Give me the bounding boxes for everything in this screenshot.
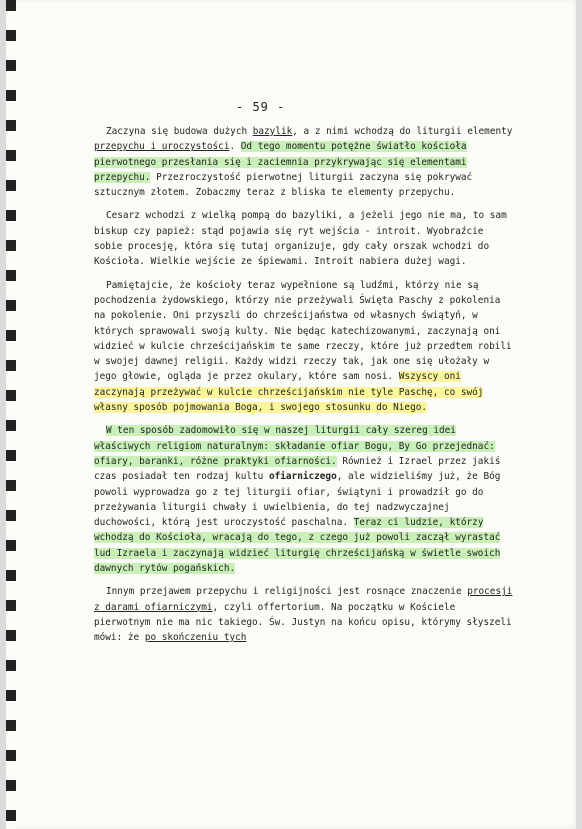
text-run: Innym przejawem przepychu i religijności jest rosnące znaczenie <box>106 586 468 598</box>
page-number: - 59 - <box>236 100 286 114</box>
body-text <box>94 124 514 654</box>
text-run: , ale widzieliśmy już, że Bóg powoli wyprowadza go z tej liturgii ofiar, świątyni i prowadził go do przeżywania liturgii chwały i uwielbienia, do tej nadzwyczajnej duchowości, którą jest uroczystość paschalna. <box>94 471 501 529</box>
text-run: . <box>229 141 241 153</box>
green-highlight: W ten sposób zadomowiło się w naszej liturgii cały szereg idei właściwych religiom naturalnym: składanie ofiar Bogu, By Go przejednać: ofiary, baranki, różne praktyki ofiarności. <box>94 425 495 467</box>
underlined-text: procesji z darami ofiarniczymi <box>94 586 513 613</box>
green-highlight: Od tego momentu potężne światło kościoła pierwotnego przesłania się i zaciemnia przykrywając się elementami przepychu. <box>94 141 467 183</box>
text-run: , czyli offertorium. Na początku w Kościele pierwotnym nie ma nic takiego. Św. Justyn na końcu opisu, którymy słyszeli mówi: że <box>94 601 512 644</box>
text-run: Pamiętajcie, że kościoły teraz wypełnione są ludźmi, którzy nie są pochodzenia żydowskiego, którzy nie przeżywali Święta Paschy z pokolenia na pokolenie. Oni przyszli do chrześcijaństwa od własnych świątyń, w których sprawowali swoją kulty. Nie będąc katechizowanymi, zaczynają oni widzieć w kulcie chrześcijańskim te same rzeczy, które już przedtem robili w swojej dawnej religii. Każdy widzi rzeczy tak, jak one się ułożały w jego głowie, ogląda je przez okulary, które sam nosi. <box>94 279 512 383</box>
paragraph <box>94 584 514 645</box>
yellow-highlight: Wszyscy oni zaczynają przeżywać w kulcie chrześcijańskim nie tyle Paschę, co swój własny sposób pojmowania Boga, i swojego stosunku do Niego. <box>94 371 484 414</box>
binding-holes <box>6 0 16 829</box>
text-run: , a z nimi wchodzą do liturgii elementy <box>292 126 513 137</box>
paragraph <box>94 208 514 269</box>
bold-text: ofiarniczego <box>268 471 337 483</box>
paragraph <box>94 278 514 416</box>
underlined-text: po skończeniu tych <box>144 632 247 644</box>
green-highlight: Teraz ci ludzie, którzy wchodzą do Kościoła, wracają do tego, z czego już powoli zaczął wyrastać lud Izraela i zaczynają widzieć liturgię chrześcijańską w świetle swoich dawnych rytów pogańskich. <box>94 517 501 575</box>
text-run: Zaczyna się budowa dużych <box>106 126 253 137</box>
underlined-text: bazylik <box>252 126 293 137</box>
text-run: Cesarz wchodzi z wielką pompą do bazyliki, a jeżeli jego nie ma, to sam biskup czy papież: stąd pojawia się ryt wejścia - introit. Wyobraźcie sobie procesję, która się tutaj organizuje, gdy cały orszak wchodzi do Kościoła. Wielkie wejście ze śpiewami. Introit nabiera dużej wagi. <box>94 210 507 268</box>
document-page <box>6 0 576 829</box>
underlined-text: przepychu i uroczystości <box>94 141 230 153</box>
text-run: Przezroczystość pierwotnej liturgii zaczyna się pokrywać sztucznym złotem. Zobaczmy teraz z bliska te elementy przepychu. <box>94 171 473 199</box>
paragraph <box>94 124 514 200</box>
text-run: Również i Izrael przez jakiś czas posiadał ten rodzaj kultu <box>94 455 501 483</box>
paragraph <box>94 423 514 576</box>
